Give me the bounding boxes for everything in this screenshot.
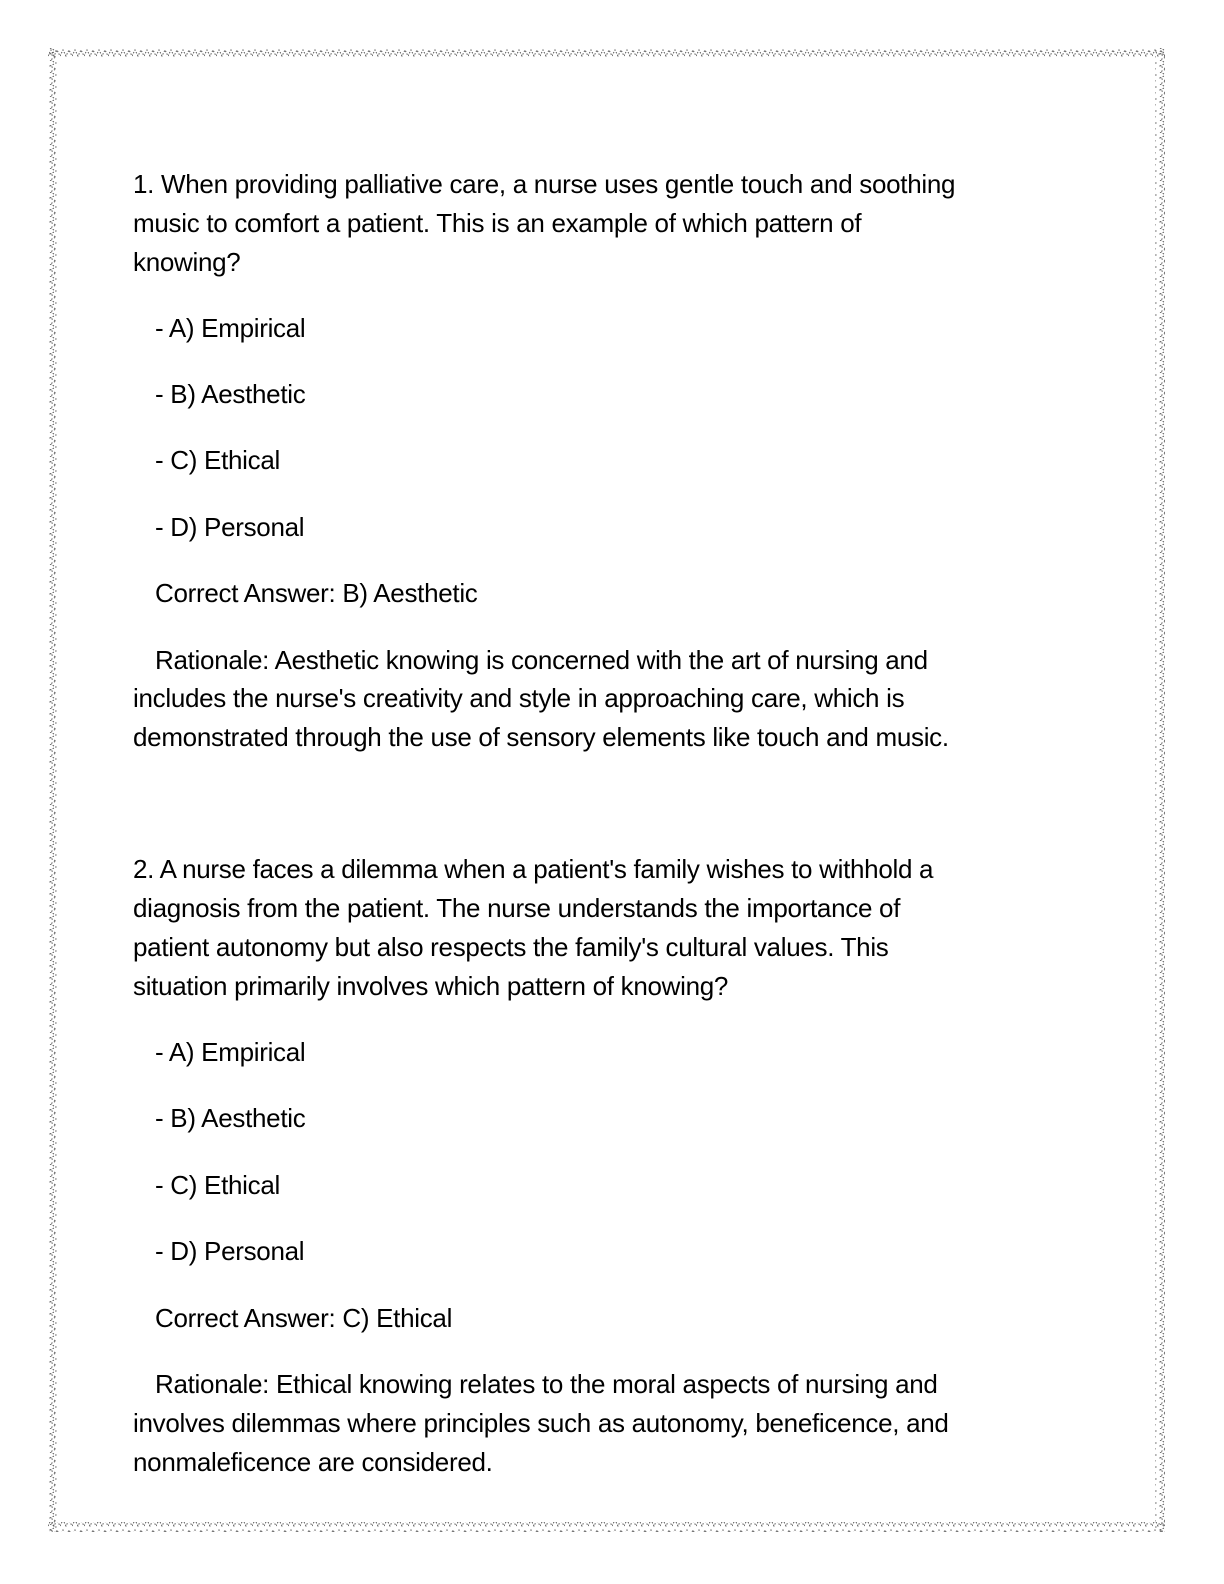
- rationale-line: Rationale: Ethical knowing relates to the moral aspects of nursing and: [155, 1369, 938, 1399]
- rationale-line: nonmaleficence are considered.: [133, 1447, 493, 1477]
- option-c: - C) Ethical: [155, 445, 280, 475]
- option-b: - B) Aesthetic: [155, 379, 306, 409]
- option-a: - A) Empirical: [155, 313, 306, 343]
- question-stem-line: knowing?: [133, 247, 241, 277]
- option-a: - A) Empirical: [155, 1037, 306, 1067]
- rationale-line: includes the nurse's creativity and style in approaching care, which is: [133, 683, 905, 713]
- option-d: - D) Personal: [155, 512, 305, 542]
- correct-answer: Correct Answer: C) Ethical: [155, 1303, 453, 1333]
- option-b: - B) Aesthetic: [155, 1103, 306, 1133]
- question-stem-line: situation primarily involves which pattern of knowing?: [133, 971, 729, 1001]
- option-d: - D) Personal: [155, 1236, 305, 1266]
- question-stem-line: 2. A nurse faces a dilemma when a patient's family wishes to withhold a: [133, 854, 934, 884]
- option-c: - C) Ethical: [155, 1170, 280, 1200]
- question-stem-line: patient autonomy but also respects the family's cultural values. This: [133, 932, 889, 962]
- correct-answer: Correct Answer: B) Aesthetic: [155, 578, 478, 608]
- rationale-line: demonstrated through the use of sensory elements like touch and music.: [133, 722, 949, 752]
- rationale-line: involves dilemmas where principles such as autonomy, beneficence, and: [133, 1408, 949, 1438]
- question-stem-line: 1. When providing palliative care, a nurse uses gentle touch and soothing: [133, 169, 956, 199]
- rationale-line: Rationale: Aesthetic knowing is concerned with the art of nursing and: [155, 645, 928, 675]
- question-stem-line: diagnosis from the patient. The nurse understands the importance of: [133, 893, 901, 923]
- question-stem-line: music to comfort a patient. This is an example of which pattern of: [133, 208, 862, 238]
